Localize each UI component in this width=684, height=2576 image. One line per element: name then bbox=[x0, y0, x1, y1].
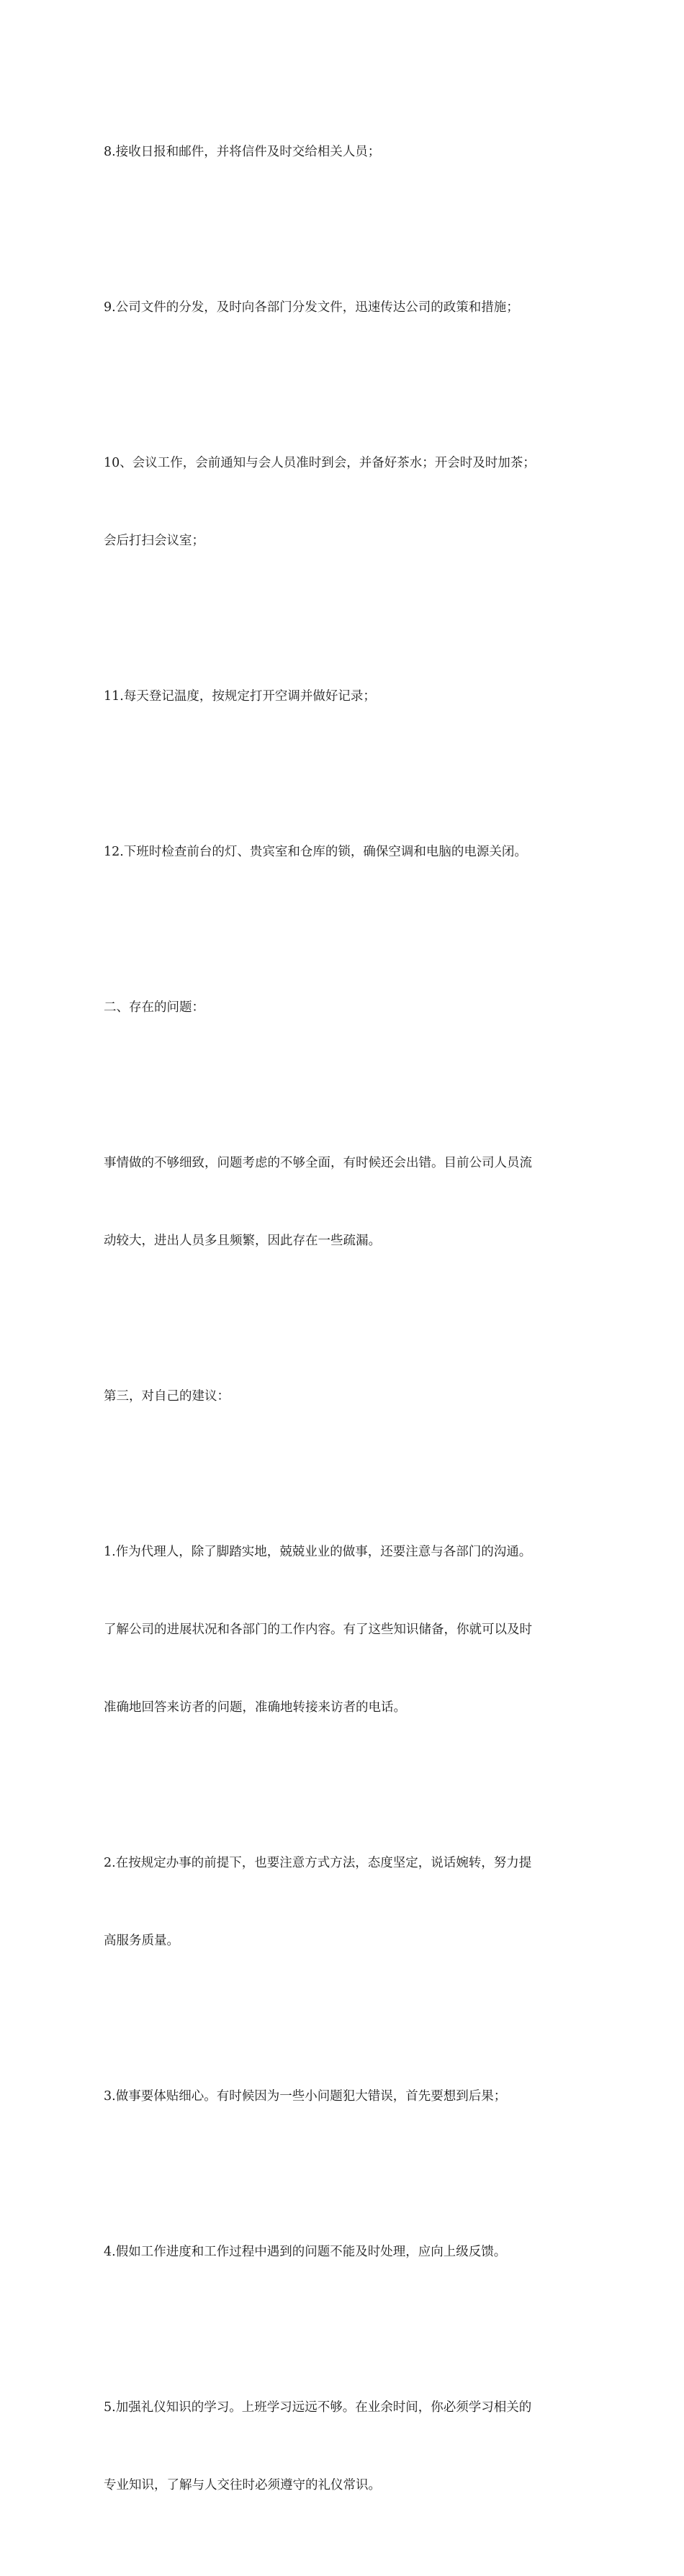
text-line: 12.下班时检查前台的灯、贵宾室和仓库的锁，确保空调和电脑的电源关闭。 bbox=[104, 845, 527, 859]
text-line: 1.作为代理人，除了脚踏实地，兢兢业业的做事，还要注意与各部门的沟通。 bbox=[104, 1545, 532, 1559]
suggestion-item-2 bbox=[104, 1798, 580, 2006]
text-line: 5.加强礼仪知识的学习。上班学习远远不够。在业余时间，你必须学习相关的 bbox=[104, 2400, 532, 2415]
paragraph-item-9 bbox=[104, 243, 580, 372]
text-line: 会后打扫会议室； bbox=[104, 534, 204, 548]
text-line: 10、会议工作，会前通知与会人员准时到会，并备好茶水；开会时及时加茶； bbox=[104, 456, 536, 470]
text-line: 动较大，进出人员多且频繁，因此存在一些疏漏。 bbox=[104, 1234, 381, 1248]
paragraph-item-10 bbox=[104, 398, 580, 606]
text-line: 9.公司文件的分发，及时向各部门分发文件，迅速传达公司的政策和措施； bbox=[104, 300, 519, 315]
paragraph-problems bbox=[104, 1098, 580, 1306]
text-line: 11.每天登记温度，按规定打开空调并做好记录； bbox=[104, 689, 376, 704]
heading-line: 二、存在的问题： bbox=[104, 1000, 204, 1015]
text-line: 3.做事要体贴细心。有时候因为一些小问题犯大错误，首先要想到后果； bbox=[104, 2089, 507, 2104]
text-line: 了解公司的进展状况和各部门的工作内容。有了这些知识储备，你就可以及时 bbox=[104, 1623, 532, 1637]
suggestion-item-3 bbox=[104, 2032, 580, 2161]
text-line: 2.在按规定办事的前提下，也要注意方式方法，态度坚定，说话婉转，努力提 bbox=[104, 1856, 532, 1870]
text-line: 准确地回答来访者的问题，准确地转接来访者的电话。 bbox=[104, 1700, 406, 1715]
suggestion-item-5 bbox=[104, 2343, 580, 2550]
text-line: 4.假如工作进度和工作过程中遇到的问题不能及时处理，应向上级反馈。 bbox=[104, 2245, 507, 2259]
text-line: 8.接收日报和邮件，并将信件及时交给相关人员； bbox=[104, 145, 381, 159]
paragraph-item-8 bbox=[104, 87, 580, 217]
heading-line: 第三，对自己的建议： bbox=[104, 1389, 230, 1404]
suggestion-item-4 bbox=[104, 2187, 580, 2317]
text-line: 专业知识，了解与人交往时必须遵守的礼仪常识。 bbox=[104, 2478, 381, 2492]
text-line: 事情做的不够细致，问题考虑的不够全面，有时候还会出错。目前公司人员流 bbox=[104, 1156, 532, 1170]
section-heading-problems bbox=[104, 943, 580, 1072]
document-body bbox=[104, 87, 580, 2576]
text-line: 高服务质量。 bbox=[104, 1934, 179, 1948]
suggestion-item-1 bbox=[104, 1487, 580, 1772]
paragraph-item-12 bbox=[104, 787, 580, 917]
paragraph-item-11 bbox=[104, 632, 580, 761]
section-heading-suggestions bbox=[104, 1332, 580, 1461]
